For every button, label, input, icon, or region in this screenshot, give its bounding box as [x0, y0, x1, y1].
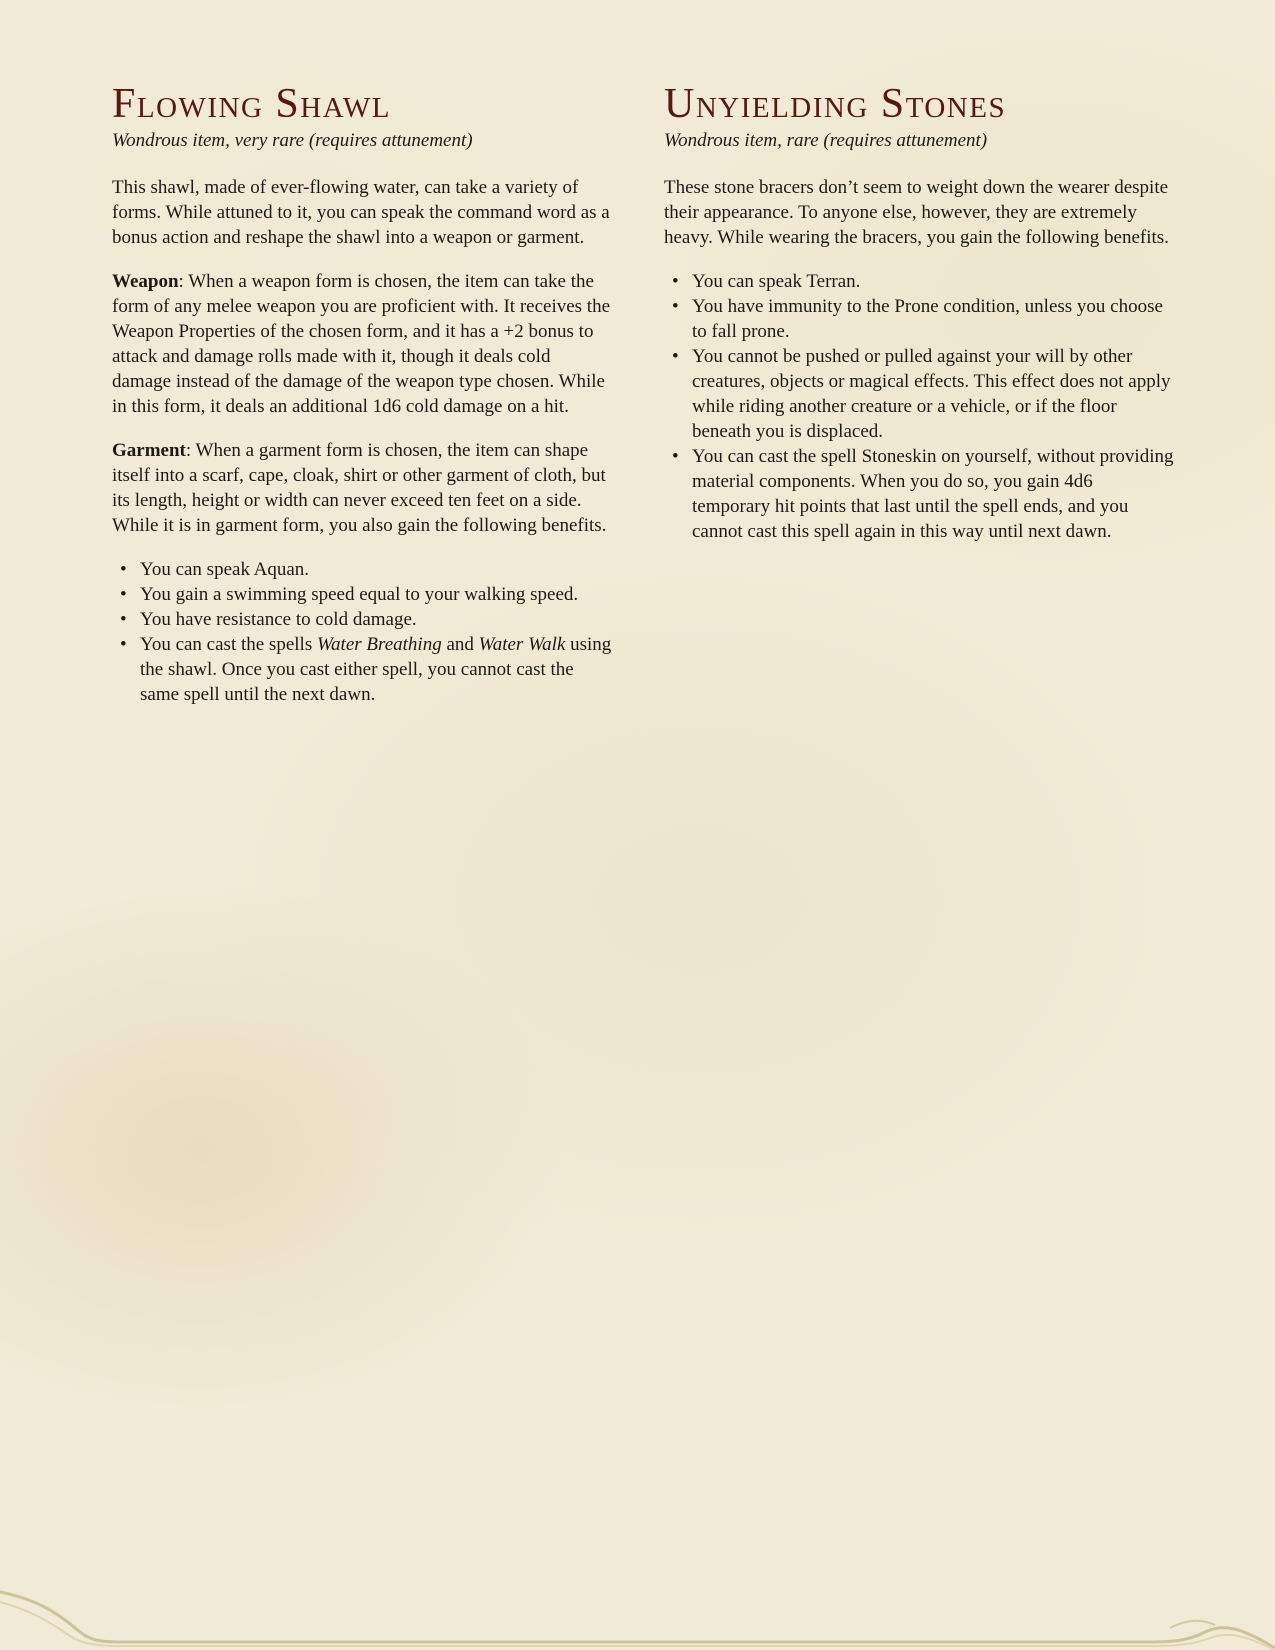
item-title-unyielding-stones: Unyielding Stones — [664, 81, 1007, 127]
weapon-paragraph — [112, 269, 612, 419]
garment-paragraph — [112, 438, 612, 538]
garment-label: Garment — [112, 440, 186, 461]
bullet-icon: • — [672, 346, 679, 367]
list-item: • You have resistance to cold damage. — [120, 609, 417, 630]
benefits-list — [112, 557, 612, 707]
bullet-icon: • — [120, 634, 127, 655]
list-item: • You have immunity to the Prone condition, unless you choose to fall prone. — [672, 296, 1163, 342]
bullet-icon: • — [672, 296, 679, 317]
list-item: • You cannot be pushed or pulled against your will by other creatures, objects or magical effects. This effect does not apply while riding another creature or a vehicle, or if the floor beneath you is displaced. — [672, 346, 1171, 442]
bullet-icon: • — [672, 271, 679, 292]
bullet-icon: • — [672, 446, 679, 467]
spell-name: Water Breathing — [316, 634, 442, 655]
footer-border-ornament — [0, 1570, 1275, 1650]
bullet-icon: • — [120, 559, 127, 580]
item-subtitle: Wondrous item, rare (requires attunement) — [664, 130, 988, 151]
intro-paragraph: These stone bracers don’t seem to weight down the wearer despite their appearance. To anyone else, however, they are extremely heavy. While wearing the bracers, you gain the following benefits. — [664, 177, 1169, 248]
list-item: • You can speak Terran. — [672, 271, 861, 292]
weapon-label: Weapon — [112, 271, 179, 292]
benefits-list — [664, 269, 1174, 544]
list-item: • You gain a swimming speed equal to your walking speed. — [120, 584, 579, 605]
list-item: • You can cast the spell Stoneskin on yourself, without providing material components. When you do so, you gain 4d6 temporary hit points that last until the spell ends, and you cannot cast this spell again in this way until next dawn. — [672, 446, 1174, 542]
item-title-flowing-shawl: Flowing Shawl — [112, 81, 391, 127]
right-column — [664, 82, 1174, 544]
bullet-icon: • — [120, 584, 127, 605]
garment-text: : When a garment form is chosen, the item can shape itself into a scarf, cape, cloak, shirt or other garment of cloth, but its length, height or width can never exceed ten feet on a side. While it is in garment form, you also gain the following benefits. — [112, 440, 607, 536]
bullet-icon: • — [120, 609, 127, 630]
weapon-text: : When a weapon form is chosen, the item can take the form of any melee weapon you are proficient with. It receives the Weapon Properties of the chosen form, and it has a +2 bonus to attack and damage rolls made with it, though it deals cold damage instead of the damage of the weapon type chosen. While in this form, it deals an additional 1d6 cold damage on a hit. — [112, 271, 611, 417]
list-item: • You can speak Aquan. — [120, 559, 310, 580]
spell-name: Water Walk — [478, 634, 566, 655]
left-column — [112, 82, 612, 707]
intro-paragraph: This shawl, made of ever-flowing water, can take a variety of forms. While attuned to it, you can speak the command word as a bonus action and reshape the shawl into a weapon or garment. — [112, 177, 610, 248]
item-subtitle: Wondrous item, very rare (requires attunement) — [112, 130, 473, 151]
list-item: • You can cast the spells Water Breathing and Water Walk using the shawl. Once you cast either spell, you cannot cast the same spell until the next dawn. — [120, 634, 612, 705]
